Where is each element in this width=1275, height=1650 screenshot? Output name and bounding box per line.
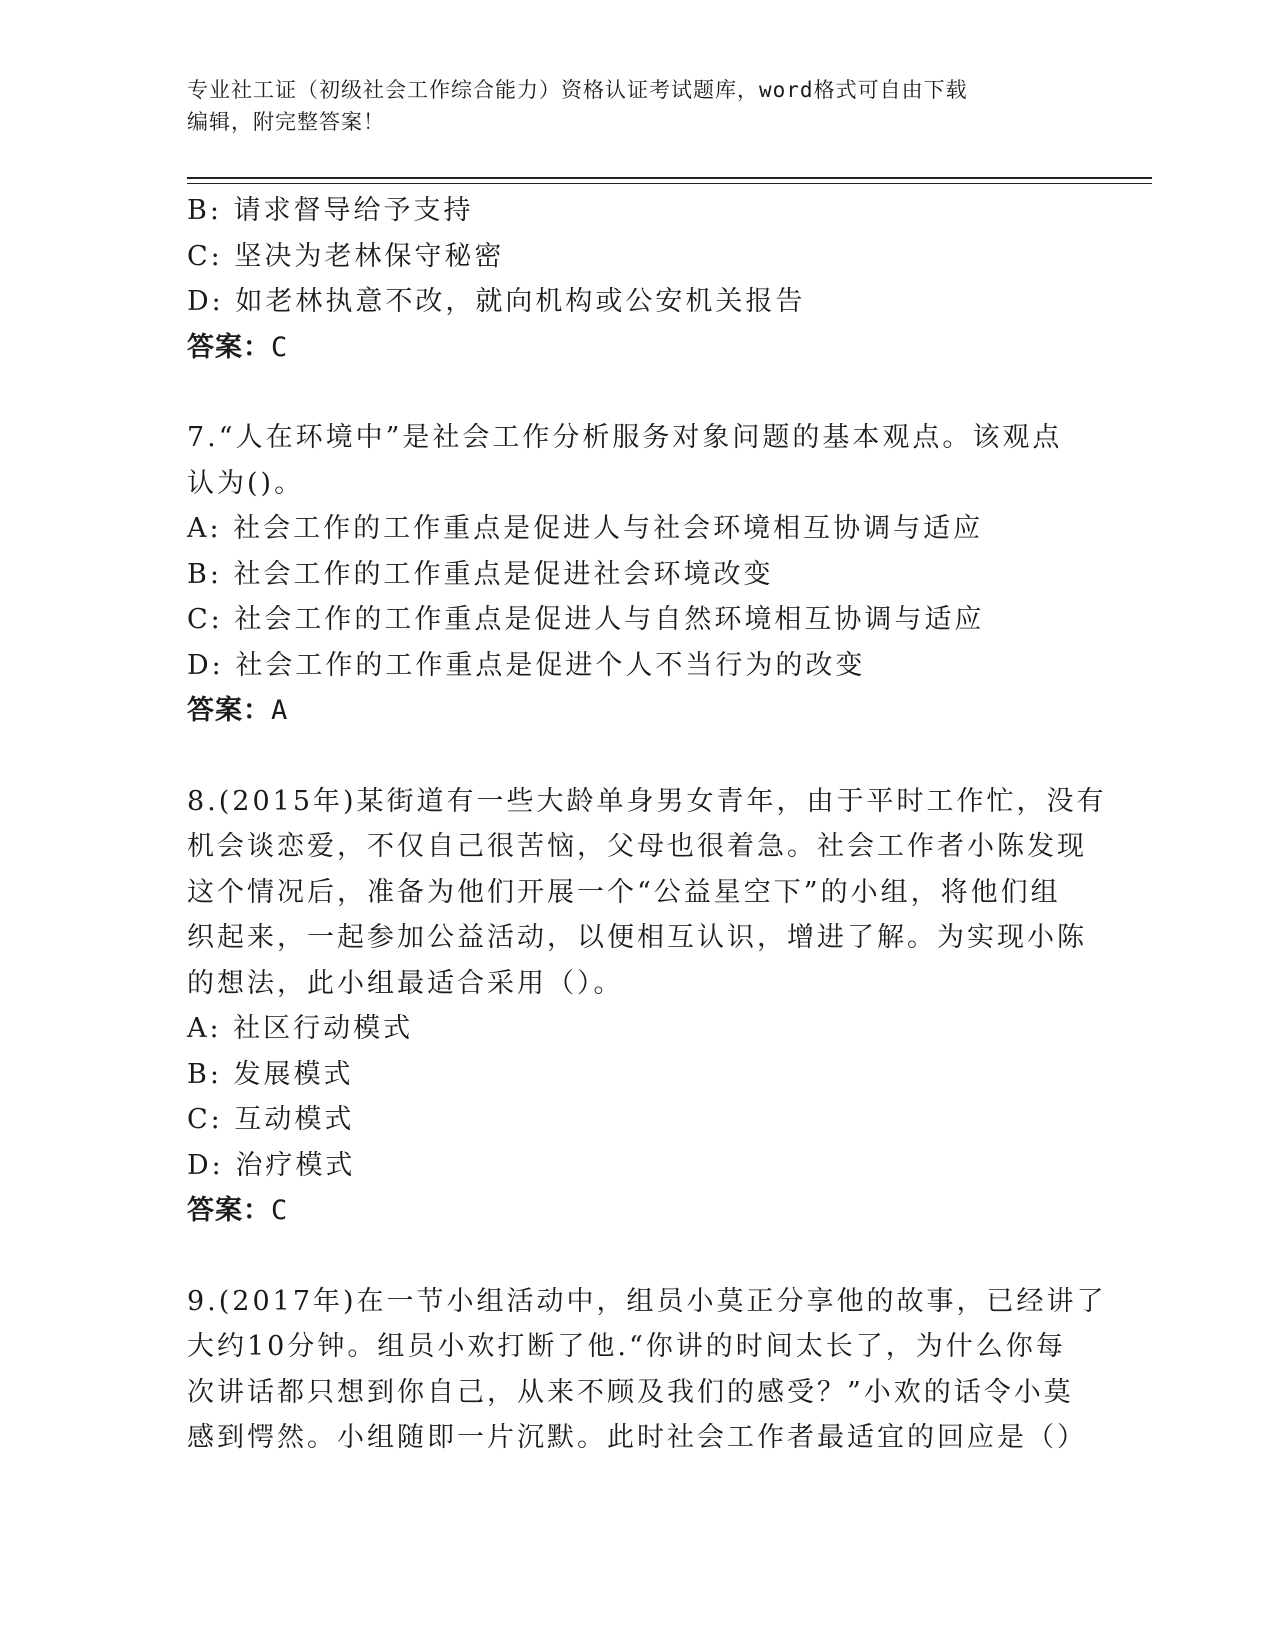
question-text-line: 9.(2017年)在一节小组活动中，组员小莫正分享他的故事，已经讲了 <box>187 1285 1107 1317</box>
answer-label: 答案： <box>187 1195 271 1226</box>
question-text-line: 认为()。 <box>187 467 305 499</box>
answer-value: C <box>271 1195 289 1226</box>
question-text-line: 的想法，此小组最适合采用（）。 <box>187 967 624 999</box>
question-8-block <box>187 779 1107 1234</box>
header-divider-thin <box>187 183 1152 184</box>
option-b: B: 社会工作的工作重点是促进社会环境改变 <box>187 558 774 590</box>
spacer <box>187 1234 1067 1279</box>
option-d: D: 治疗模式 <box>187 1149 356 1181</box>
option-d: D: 如老林执意不改，就向机构或公安机关报告 <box>187 286 806 317</box>
question-7-block <box>187 415 1067 734</box>
header-line-1: 专业社工证（初级社会工作综合能力）资格认证考试题库，word格式可自由下载 <box>187 78 968 102</box>
question-9-block <box>187 1279 1107 1461</box>
answer-value: A <box>271 695 289 726</box>
answer-line <box>187 688 1067 734</box>
option-c: C: 社会工作的工作重点是促进人与自然环境相互协调与适应 <box>187 604 985 635</box>
question-6-block <box>187 188 1067 370</box>
header-divider-thick <box>187 177 1152 179</box>
answer-line <box>187 325 1067 371</box>
answer-line <box>187 1188 1067 1234</box>
option-c: C: 互动模式 <box>187 1104 355 1135</box>
question-text-line: 机会谈恋爱，不仅自己很苦恼，父母也很着急。社会工作者小陈发现 <box>187 831 1087 862</box>
header-line-2: 编辑，附完整答案！ <box>187 110 385 134</box>
option-d: D: 社会工作的工作重点是促进个人不当行为的改变 <box>187 649 866 681</box>
question-text-line: 7.“人在环境中”是社会工作分析服务对象问题的基本观点。该观点 <box>187 422 1063 453</box>
question-text-line: 织起来，一起参加公益活动，以便相互认识，增进了解。为实现小陈 <box>187 922 1087 953</box>
option-a: A: 社区行动模式 <box>187 1013 414 1044</box>
question-text-line: 8.(2015年)某街道有一些大龄单身男女青年，由于平时工作忙，没有 <box>187 785 1107 817</box>
option-b: B: 发展模式 <box>187 1058 354 1090</box>
question-list <box>187 188 1107 1461</box>
question-text-line: 这个情况后，准备为他们开展一个“公益星空下”的小组，将他们组 <box>187 876 1061 908</box>
page-header <box>187 74 1067 138</box>
question-text-line: 大约10分钟。组员小欢打断了他.“你讲的时间太长了，为什么你每 <box>187 1331 1066 1362</box>
question-text-line: 次讲话都只想到你自己，从来不顾及我们的感受？”小欢的话令小莫 <box>187 1376 1074 1408</box>
option-b: B: 请求督导给予支持 <box>187 195 474 226</box>
spacer <box>187 734 1067 779</box>
question-text-line: 感到愕然。小组随即一片沉默。此时社会工作者最适宜的回应是（） <box>187 1422 1087 1453</box>
option-c: C: 坚决为老林保守秘密 <box>187 240 505 272</box>
answer-label: 答案： <box>187 331 271 363</box>
option-a: A: 社会工作的工作重点是促进人与社会环境相互协调与适应 <box>187 513 984 544</box>
answer-label: 答案： <box>187 695 271 726</box>
spacer <box>187 370 1067 415</box>
answer-value: C <box>271 331 289 363</box>
